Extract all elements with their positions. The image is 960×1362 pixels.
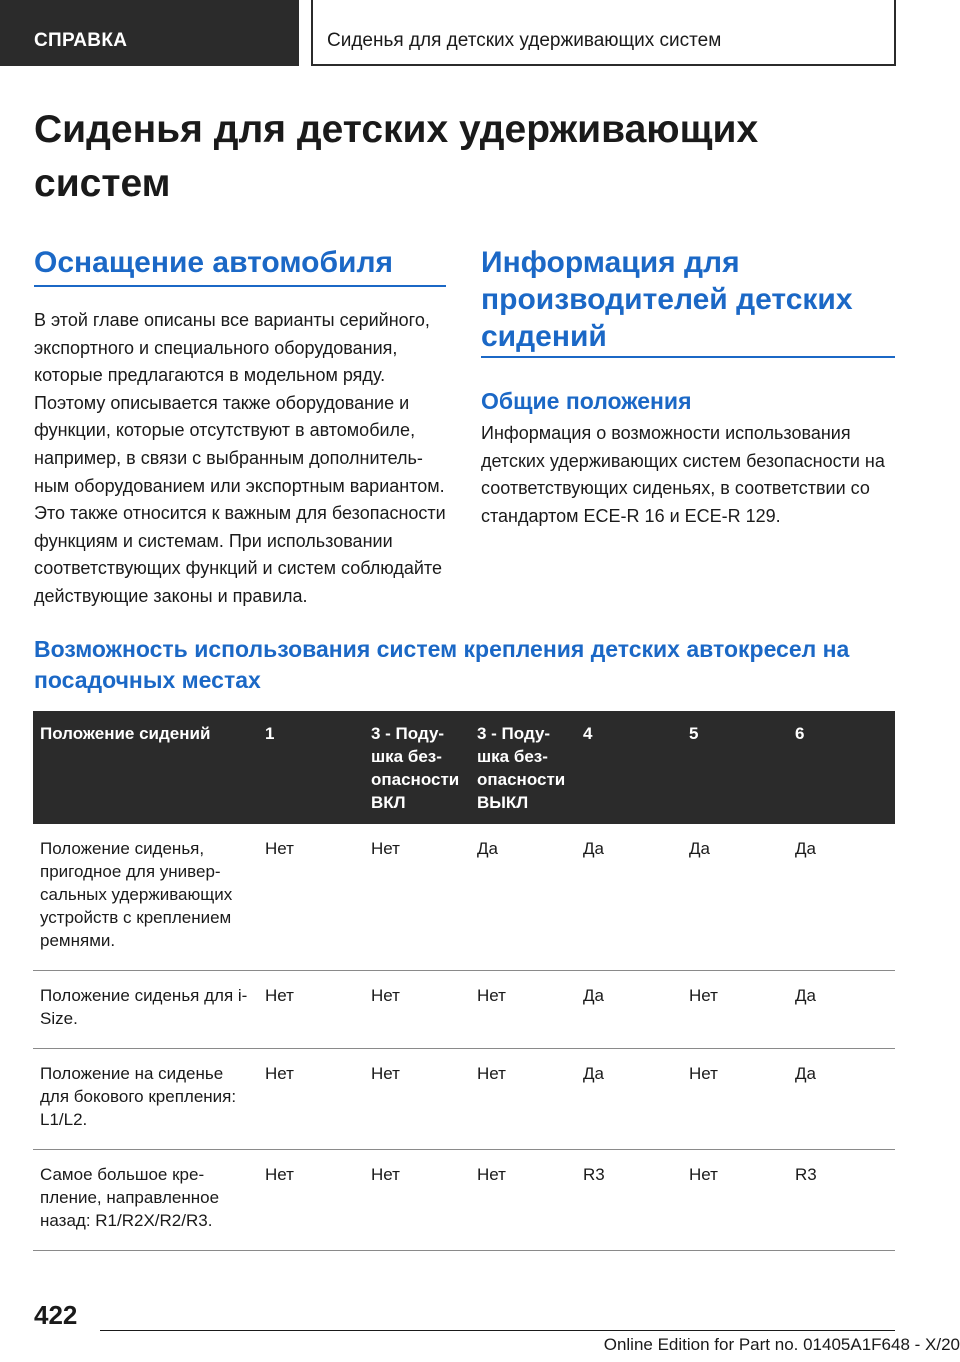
- column-header: 6: [788, 711, 895, 824]
- table-cell: Да: [576, 824, 682, 971]
- column-header: 4: [576, 711, 682, 824]
- general-text: Информация о возможности использования детских удерживающих систем безопасности на соответствующих сиденьях, в соответствии со стандартом ECE-R 16 и ECE-R 129.: [481, 423, 885, 526]
- table-cell: Нет: [682, 1049, 788, 1150]
- page-header: [0, 0, 960, 66]
- edition-note: Online Edition for Part no. 01405A1F648 - X/20: [603, 1335, 960, 1354]
- table-cell: Нет: [682, 1150, 788, 1251]
- table-cell: Нет: [364, 824, 470, 971]
- table-cell: R3: [788, 1150, 895, 1251]
- row-label: Самое большое крепление, направленное назад: R1/R2X/R2/R3.: [33, 1150, 258, 1251]
- table-cell: R3: [576, 1150, 682, 1251]
- table-row: [33, 1049, 895, 1150]
- manufacturer-info-rule: [481, 356, 895, 358]
- column-header: Положение сидений: [33, 711, 258, 824]
- page-number: 422: [34, 1300, 78, 1330]
- chapter-tab: Сиденья для детских удерживающих систем: [311, 0, 896, 66]
- row-label: Положение на сиденье для бокового крепления: L1/L2.: [33, 1049, 258, 1150]
- table-cell: Да: [788, 1049, 895, 1150]
- footer-rule: [100, 1330, 895, 1331]
- table-header-row: [33, 711, 895, 824]
- table-cell: Нет: [470, 971, 576, 1049]
- section-tab: СПРАВКА: [0, 0, 299, 66]
- column-header: 5: [682, 711, 788, 824]
- table-cell: Нет: [364, 1049, 470, 1150]
- table-cell: Нет: [364, 1150, 470, 1251]
- column-header: 1: [258, 711, 364, 824]
- seating-positions-table: [33, 711, 895, 1251]
- general-heading: Общие положения: [481, 388, 692, 414]
- column-header: 3 - Подушка безопасности ВЫКЛ: [470, 711, 576, 824]
- table-cell: Нет: [470, 1150, 576, 1251]
- table-cell: Нет: [258, 1049, 364, 1150]
- column-header: 3 - Подушка безопасности ВКЛ: [364, 711, 470, 824]
- table-cell: Да: [576, 971, 682, 1049]
- table-cell: Да: [682, 824, 788, 971]
- table-row: [33, 824, 895, 971]
- table-heading: Возможность использования систем крепления детских автокресел на посадочных местах: [34, 636, 850, 693]
- table-cell: Нет: [258, 1150, 364, 1251]
- table-cell: Да: [576, 1049, 682, 1150]
- equipment-text: В этой главе описаны все варианты серийного, экспортного и специального оборудования, которые предлагаются в модельном ряду. Поэтому описывается также оборудование и функции, которые отсутствуют в автомобиле, например, в связи с выбранным дополнительным оборудованием или экспортным вариантом. Это также относится к важным для безопасности функциям и системам. При использовании соответствующих функций и систем соблюдайте действующие законы и правила.: [34, 310, 446, 606]
- equipment-heading: Оснащение автомобиля: [34, 246, 394, 279]
- table-cell: Нет: [682, 971, 788, 1049]
- table-cell: Нет: [258, 824, 364, 971]
- manufacturer-info-heading: Информация для производителей детских сидений: [481, 246, 853, 353]
- page-title: Сиденья для детских удерживающих систем: [34, 108, 759, 205]
- table-row: [33, 1150, 895, 1251]
- table-cell: Нет: [364, 971, 470, 1049]
- row-label: Положение сиденья для i-Size.: [33, 971, 258, 1049]
- table-cell: Да: [788, 971, 895, 1049]
- row-label: Положение сиденья, пригодное для универсальных удерживающих устройств с креплением ремнями.: [33, 824, 258, 971]
- table-cell: Нет: [470, 1049, 576, 1150]
- table-cell: Нет: [258, 971, 364, 1049]
- table-row: [33, 971, 895, 1049]
- equipment-heading-rule: [34, 285, 446, 287]
- table-cell: Да: [470, 824, 576, 971]
- table-cell: Да: [788, 824, 895, 971]
